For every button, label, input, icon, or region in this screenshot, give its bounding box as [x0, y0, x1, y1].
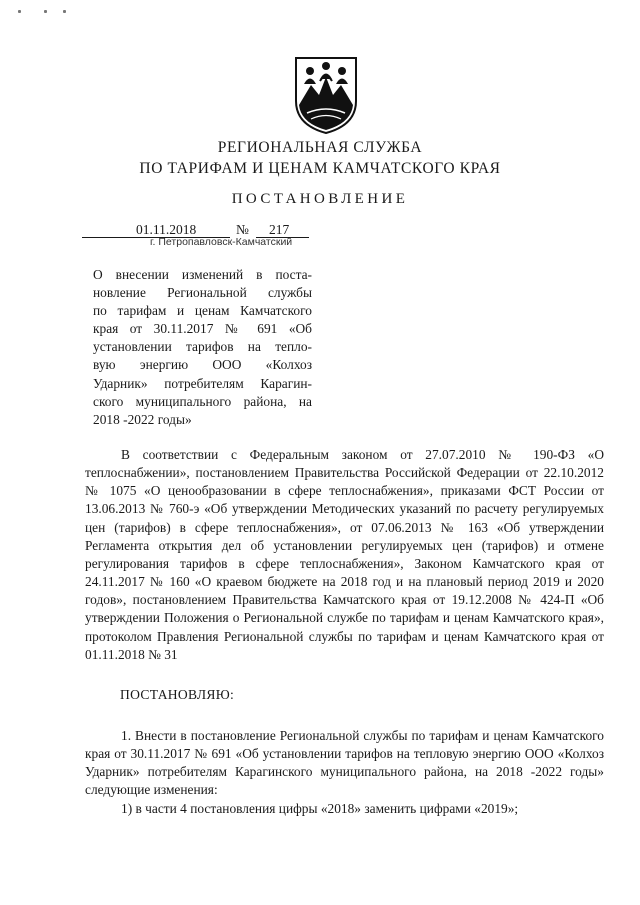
number-sign: № — [236, 222, 249, 237]
subject-line: по тарифам и ценам Камчатского — [93, 303, 312, 319]
subject-line: Ударник» потребителям Карагин- — [93, 375, 312, 391]
document-city: г. Петропавловск-Камчатский — [150, 236, 293, 248]
subject-line: края от 30.11.2017 № 691 «Об — [93, 321, 312, 337]
document-number: 217 — [269, 222, 290, 237]
subject-line: 2018 -2022 годы» — [93, 411, 192, 427]
preamble-paragraph: В соответствии с Федеральным законом от 27.07.2010 № 190-ФЗ «О теплоснабжении», постановлением Правительства Российской Федерации от 22.10.2012 № 1075 «О ценообразовании в сфере теплоснабжения», приказами ФСТ России от 13.06.2013 № 760-э «Об утверждении Методических указаний по расчету регулируемых цен (тарифов) в сфере теплоснабжения», от 07.06.2013 № 163 «Об утверждении Регламента открытия дел об установлении регулируемых цен (тарифов) и отмене регулирования тарифов в сфере теплоснабжения», Законом Камчатского края от 24.11.2017 № 160 «О краевом бюджете на 2018 год и на плановый период 2019 и 2020 годов», постановлением Правительства Камчатского края от 19.12.2008 № 424-П «Об утверждении Положения о Региональной службе по тарифам и ценам Камчатского края», протоколом Правления Региональной службы по тарифам и ценам Камчатского края от 01.11.2018 № 31 — [85, 447, 604, 662]
document-type-title: ПОСТАНОВЛЕНИЕ — [231, 191, 409, 207]
clause-1-paragraph: 1. Внести в постановление Региональной службы по тарифам и ценам Камчатского края от 30.11.2017 № 691 «Об установлении тарифов на тепловую энергию ООО «Колхоз Ударник» потребителям Карагинского муниципального района, на 2018 -2022 годы» следующие изменения: — [85, 728, 604, 798]
subject-line: ского муниципального района, на — [93, 393, 312, 409]
document-date: 01.11.2018 — [136, 222, 197, 237]
org-name-line-1: РЕГИОНАЛЬНАЯ СЛУЖБА — [217, 139, 423, 156]
subject-line: новление Региональной службы — [93, 285, 312, 301]
scan-speck — [63, 10, 66, 13]
subject-line: вую энергию ООО «Колхоз — [93, 357, 312, 373]
kamchatka-emblem-icon — [293, 55, 359, 135]
org-name-line-2: ПО ТАРИФАМ И ЦЕНАМ КАМЧАТСКОГО КРАЯ — [139, 160, 501, 177]
clauses-block — [85, 727, 604, 818]
subject-line: О внесении изменений в поста- — [93, 267, 312, 282]
document-subject — [93, 266, 312, 429]
preamble-block — [85, 446, 604, 664]
subject-line: установлении тарифов на тепло- — [93, 339, 312, 355]
scan-speck — [18, 10, 21, 13]
scan-speck — [44, 10, 47, 13]
decree-heading: ПОСТАНОВЛЯЮ: — [120, 687, 235, 702]
clause-1-1-paragraph: 1) в части 4 постановления цифры «2018» заменить цифрами «2019»; — [121, 800, 519, 816]
